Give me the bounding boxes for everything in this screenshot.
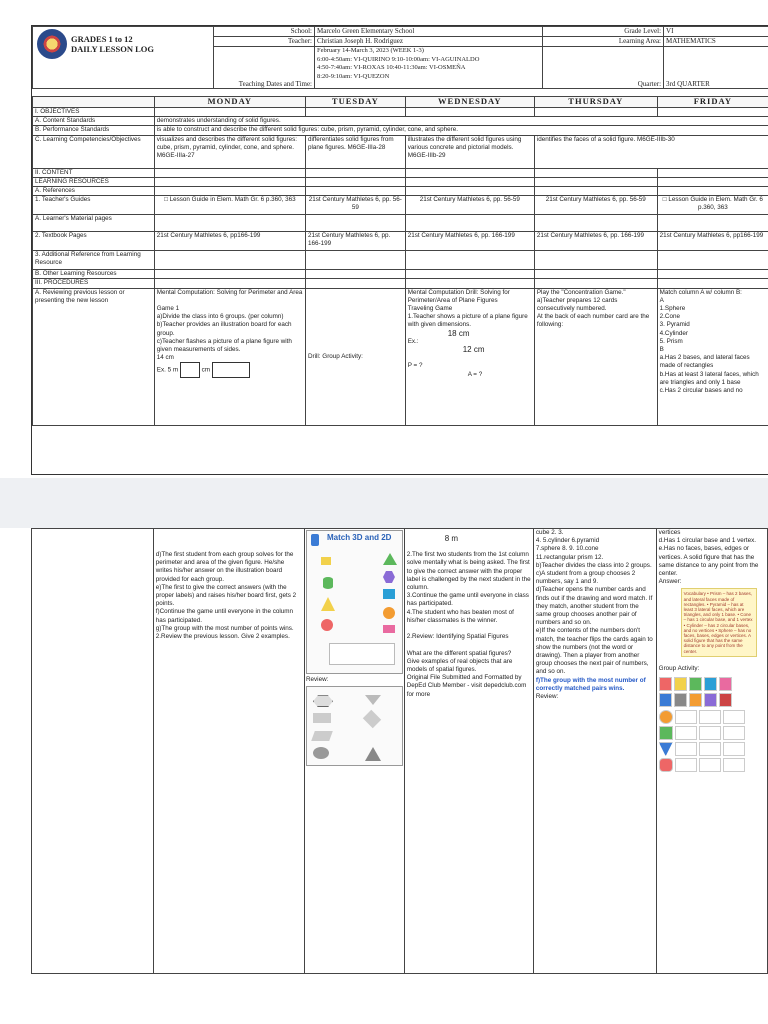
hexagon-figure xyxy=(313,695,333,707)
review-fri-p9: a.Has 2 bases, and lateral faces made of rectangles xyxy=(659,354,750,370)
quarter-label: Quarter: xyxy=(543,47,664,89)
activity-shape-icon xyxy=(689,677,702,691)
review-mon-p4: b)Teacher provides an illustration board for each group. xyxy=(156,321,292,337)
objectives-label: I. OBJECTIVES xyxy=(33,108,155,117)
triangle-figure xyxy=(365,695,381,705)
circle-icon xyxy=(383,607,395,619)
dates-label: Teaching Dates and Time: xyxy=(214,47,315,89)
prism-figure xyxy=(313,713,331,723)
review-wed-p3: 1.Teacher shows a picture of a plane figure with given dimensions. xyxy=(407,313,528,329)
cube-icon xyxy=(321,557,331,565)
p2-tuesday xyxy=(304,529,404,974)
review-thu-p3: At the back of each number card are the following: xyxy=(536,313,650,329)
lesson-table-continued xyxy=(31,528,768,974)
review-thu-p2: a)Teacher prepares 12 cards consecutively numbered. xyxy=(536,296,618,313)
log-title-line2: DAILY LESSON LOG xyxy=(71,44,154,54)
activity-shape-icon xyxy=(659,677,672,691)
p2-wed-p2: 3.Continue the game until everyone in class has participated. xyxy=(406,592,529,608)
review-fri-p5: 3. Pyramid xyxy=(659,321,690,329)
review-mon-p2: Game 1 xyxy=(156,305,180,313)
logo-cell xyxy=(33,27,214,89)
p2-thu-p2: c)A student from a group chooses 2 numbers, say 1 and 9. xyxy=(535,570,636,586)
review-mon-p6: 14 cm xyxy=(156,354,174,362)
dates-line3: 4:50-7:40am: VI-ROXAS 10:40-11:30am: VI-OSMEÑA xyxy=(317,64,466,71)
review-monday xyxy=(154,288,305,425)
review-thursday xyxy=(534,288,657,425)
grid-shape-icon xyxy=(659,710,673,724)
review-mon-p3: a)Divide the class into 6 groups. (per column) xyxy=(156,313,284,321)
comp-wednesday: illustrates the different solid figures using various concrete and pictorial models. M6GE-IIIb-29 xyxy=(405,135,534,168)
review-thu-p1: Play the "Concentration Game." xyxy=(536,288,626,296)
review-tuesday: Drill: Group Activity: xyxy=(305,288,405,425)
activity-shape-icon xyxy=(704,677,717,691)
shapes-matching-worksheet xyxy=(306,686,403,766)
blank-head xyxy=(33,97,155,108)
p2-thursday xyxy=(533,529,656,974)
match-3d-2d-worksheet xyxy=(306,530,403,674)
p2-thu-p5: f)The group with the most number of correctly matched pairs wins. xyxy=(535,676,646,692)
day-tuesday: TUESDAY xyxy=(305,97,405,108)
tb-wednesday: 21st Century Mathletes 6, pp. 166-199 xyxy=(405,232,534,251)
review-fri-p10: b.Has at least 3 lateral faces, which are triangles and only 1 base xyxy=(659,370,759,386)
grid-shape-icon xyxy=(659,742,673,756)
rectangle-icon xyxy=(383,625,395,633)
resources-label: LEARNING RESOURCES xyxy=(33,177,155,186)
tg-monday: □ Lesson Guide in Elem. Math Gr. 6 p.360, 363 xyxy=(154,196,305,215)
ar-label: 3. Additional Reference from Learning Resource xyxy=(33,251,155,270)
school-value: Marcelo Green Elementary School xyxy=(315,27,543,37)
p2-mon-p4: g)The group with the most number of points wins. xyxy=(155,624,294,632)
day-monday: MONDAY xyxy=(154,97,305,108)
review-fri-p8: B xyxy=(659,346,664,354)
cylinder-icon xyxy=(323,577,333,589)
p2-thu-cards: cube 2. 3. 4. 5.cylinder 6.pyramid 7.sphere 8. 9. 10.cone 11.rectangular prism 12. xyxy=(535,529,604,561)
header-table xyxy=(32,26,768,89)
dates-line4: 8:20-9:10am: VI-QUEZON xyxy=(317,72,390,80)
review-fri-p3: 1.Sphere xyxy=(659,305,686,313)
review-friday xyxy=(657,288,768,425)
p2-mon-p3: f)Continue the game until everyone in the column has participated. xyxy=(155,608,293,624)
other-label: B. Other Learning Resources xyxy=(33,270,155,279)
deped-seal-logo xyxy=(37,29,67,59)
comp-thursday: identifies the faces of a solid figure. M6GE-IIIb-30 xyxy=(534,135,768,168)
parallelogram-figure xyxy=(311,731,333,741)
p2-thu-p4: e)If the contents of the numbers don't match, the teacher flips the cards again to show the numbers (not the word or drawing). Then a player from another group chooses the next pair of numbers, and so on. xyxy=(535,627,653,676)
sphere-icon xyxy=(321,619,333,631)
p2-thu-p1: b)Teacher divides the class into 2 groups. xyxy=(535,561,652,569)
worksheet-title: Match 3D and 2D xyxy=(326,533,392,542)
tg-thursday: 21st Century Mathletes 6, pp. 56-59 xyxy=(534,196,657,215)
ball-figure xyxy=(313,747,329,759)
p2-friday xyxy=(656,529,767,974)
p2-thu-p6: Review: xyxy=(535,693,559,701)
teacher-value: Christian Joseph H. Rodriguez xyxy=(315,37,543,47)
procedures-label: III. PROCEDURES xyxy=(33,279,155,288)
p2-wed-p1: 2.The first two students from the 1st column solve mentally what is being asked. The first to give the correct answer with the proper label is challenged by the next student in the column. xyxy=(406,551,531,592)
p2-thu-p3: d)Teacher opens the number cards and finds out if the drawing and word match. If they match, another student from the same group chooses another pair of numbers and so on. xyxy=(535,586,653,627)
content-label: II. CONTENT xyxy=(33,168,155,177)
review-mon-p8: cm xyxy=(201,367,211,375)
tb-label: 2. Textbook Pages xyxy=(33,232,155,251)
tg-friday: □ Lesson Guide in Elem. Math Gr. 6 p.360, 363 xyxy=(657,196,768,215)
p2-mon-p1: d)The first student from each group solves for the perimeter and area of the given figure. He/she writes his/her answer on the illustration board provided for each group. xyxy=(155,551,294,583)
review-wednesday xyxy=(405,288,534,425)
cone-icon xyxy=(321,597,335,611)
review-wed-p7: P = ? xyxy=(407,362,423,370)
review-fri-p7: 5. Prism xyxy=(659,337,683,345)
diamond-figure xyxy=(363,710,381,728)
p2-wed-p5: What are the different spatial figures? xyxy=(406,649,512,657)
grade-value: VI xyxy=(664,27,768,37)
activity-shape-icon xyxy=(689,693,702,707)
activity-shape-icon xyxy=(704,693,717,707)
square-figure xyxy=(212,362,250,378)
teacher-label: Teacher: xyxy=(214,37,315,47)
review-wed-p4: 18 cm xyxy=(447,328,470,338)
day-thursday: THURSDAY xyxy=(534,97,657,108)
page-gap xyxy=(0,478,768,528)
tb-thursday: 21st Century Mathletes 6, pp. 166-199 xyxy=(534,232,657,251)
review-wed-p8: A = ? xyxy=(467,370,483,378)
review-fri-p4: 2.Cone xyxy=(659,313,680,321)
lesson-log-page-1 xyxy=(31,25,768,475)
p2-wed-p3: 4.The student who has beaten most of his/her classmates is the winner. xyxy=(406,608,514,624)
p2-tue-review: Review: xyxy=(305,676,329,683)
content-standards-label: A. Content Standards xyxy=(33,117,155,126)
grid-shape-icon xyxy=(659,758,673,772)
activity-shape-icon xyxy=(674,693,687,707)
references-label: A. References xyxy=(33,187,155,196)
quarter-value: 3rd QUARTER xyxy=(664,47,768,89)
vocabulary-card: Vocabulary • Prism – has 2 bases, and lateral faces made of rectangles. • Pyramid – has at least 3 lateral faces, which are triangles, and only 1 base. • Cone – has 1 circular base, and 1 vertex • Cylinder – has 2 circular bases, and no vertices • Sphere – has no faces, bases, edges or vertices. A solid figure that has the same distance to any point from the center. xyxy=(681,588,757,656)
activity-shape-icon xyxy=(674,677,687,691)
grid-shape-icon xyxy=(659,726,673,740)
performance-text: is able to construct and describe the different solid figures: cube, prism, pyramid, cylinder, cone, and sphere. xyxy=(154,126,768,135)
review-mon-p7: Ex. 5 m xyxy=(156,367,179,375)
review-wed-p6: 12 cm xyxy=(462,345,485,355)
label-cell-continued xyxy=(32,529,154,974)
p2-mon-p5: 2.Review the previous lesson. Give 2 examples. xyxy=(155,633,290,641)
comp-monday: visualizes and describes the different solid figures: cube, prism, pyramid, cylinder, cone, and sphere. M6GE-IIIa-27 xyxy=(154,135,305,168)
review-mon-figure xyxy=(157,362,303,378)
group-activity-grid xyxy=(659,677,765,707)
grade-label: Grade Level: xyxy=(543,27,664,37)
review-mon-p5: c)Teacher flashes a picture of a plane figure with given measurements of sides. xyxy=(156,337,292,354)
day-friday: FRIDAY xyxy=(657,97,768,108)
review-fri-p6: 4.Cylinder xyxy=(659,329,689,337)
activity-shape-icon xyxy=(659,693,672,707)
square-icon xyxy=(383,589,395,599)
tg-wednesday: 21st Century Mathletes 6, pp. 56-59 xyxy=(405,196,534,215)
p2-monday xyxy=(153,529,304,974)
rectangle-figure xyxy=(180,362,200,378)
lesson-table xyxy=(32,96,768,426)
p2-fri-p1: vertices xyxy=(658,529,681,536)
content-standards-text: demonstrates understanding of solid figures. xyxy=(154,117,768,126)
answer-grid xyxy=(659,710,765,772)
hexagon-icon xyxy=(383,571,395,583)
p2-fri-p4: Answer: xyxy=(658,578,682,586)
dates-line1: February 14-March 3, 2023 (WEEK 1-3) xyxy=(317,47,424,54)
performance-label: B. Performance Standards xyxy=(33,126,155,135)
lesson-log-page-2 xyxy=(31,528,768,974)
triangle-icon xyxy=(383,553,397,565)
area-label: Learning Area: xyxy=(543,37,664,47)
p2-fri-p5: Group Activity: xyxy=(658,664,700,672)
p2-wednesday xyxy=(404,529,533,974)
lm-label: A. Learner's Material pages xyxy=(33,215,155,232)
review-label: A. Reviewing previous lesson or presenting the new lesson xyxy=(33,288,155,425)
review-fri-p11: c.Has 2 circular bases and no xyxy=(659,387,743,395)
comp-tuesday: differentiates solid figures from plane figures. M6GE-IIIa-28 xyxy=(305,135,405,168)
p2-fri-p3: e.Has no faces, bases, edges or vertices. A solid figure that has the same distance to any point from the center. xyxy=(658,545,759,578)
tb-friday: 21st Century Mathletes 6, pp166-199 xyxy=(657,232,768,251)
day-header-row xyxy=(33,97,768,108)
p2-wed-p7: Original File Submitted and Formatted by DepEd Club Member - visit depedclub.com for more xyxy=(406,674,527,698)
review-wed-p5: Ex.: xyxy=(407,337,419,345)
review-fri-p2: A xyxy=(659,296,664,304)
activity-shape-icon xyxy=(719,677,732,691)
dates-line2: 6:00-4:50am: VI-QUIRINO 9:10-10:00am: VI-AGUINALDO xyxy=(317,55,480,63)
log-title-line1: GRADES 1 to 12 xyxy=(71,34,133,44)
dates-value xyxy=(315,47,543,89)
p2-wed-p4: 2.Review: Identifying Spatial Figures xyxy=(406,633,509,641)
bottle-icon xyxy=(311,534,319,546)
p2-mon-p2: e)The first to give the correct answers (with the proper labels) and raises his/her board first, gets 2 points. xyxy=(155,583,297,608)
tb-tuesday: 21st Century Mathletes 6, pp. 166-199 xyxy=(305,232,405,251)
school-label: School: xyxy=(214,27,315,37)
review-fri-p1: Match column A w/ column B: xyxy=(659,288,742,296)
p2-wed-p0: 8 m xyxy=(444,534,459,543)
competencies-label: C. Learning Competencies/Objectives xyxy=(33,135,155,168)
tb-monday: 21st Century Mathletes 6, pp166-199 xyxy=(154,232,305,251)
tg-label: 1. Teacher's Guides xyxy=(33,196,155,215)
area-value: MATHEMATICS xyxy=(664,37,768,47)
review-mon-p1: Mental Computation: Solving for Perimeter and Area xyxy=(156,288,303,296)
review-wed-p1: Mental Computation Drill: Solving for Perimeter/Area of Plane Figures xyxy=(407,288,510,304)
p2-fri-p2: d.Has 1 circular base and 1 vertex. xyxy=(658,537,756,545)
pyramid-picture xyxy=(329,643,395,665)
pyramid-figure xyxy=(365,747,381,761)
activity-shape-icon xyxy=(719,693,732,707)
tg-tuesday: 21st Century Mathletes 6, pp. 56-59 xyxy=(305,196,405,215)
day-wednesday: WEDNESDAY xyxy=(405,97,534,108)
review-wed-p2: Traveling Game xyxy=(407,305,453,313)
p2-wed-p6: Give examples of real objects that are models of spatial figures. xyxy=(406,657,513,674)
